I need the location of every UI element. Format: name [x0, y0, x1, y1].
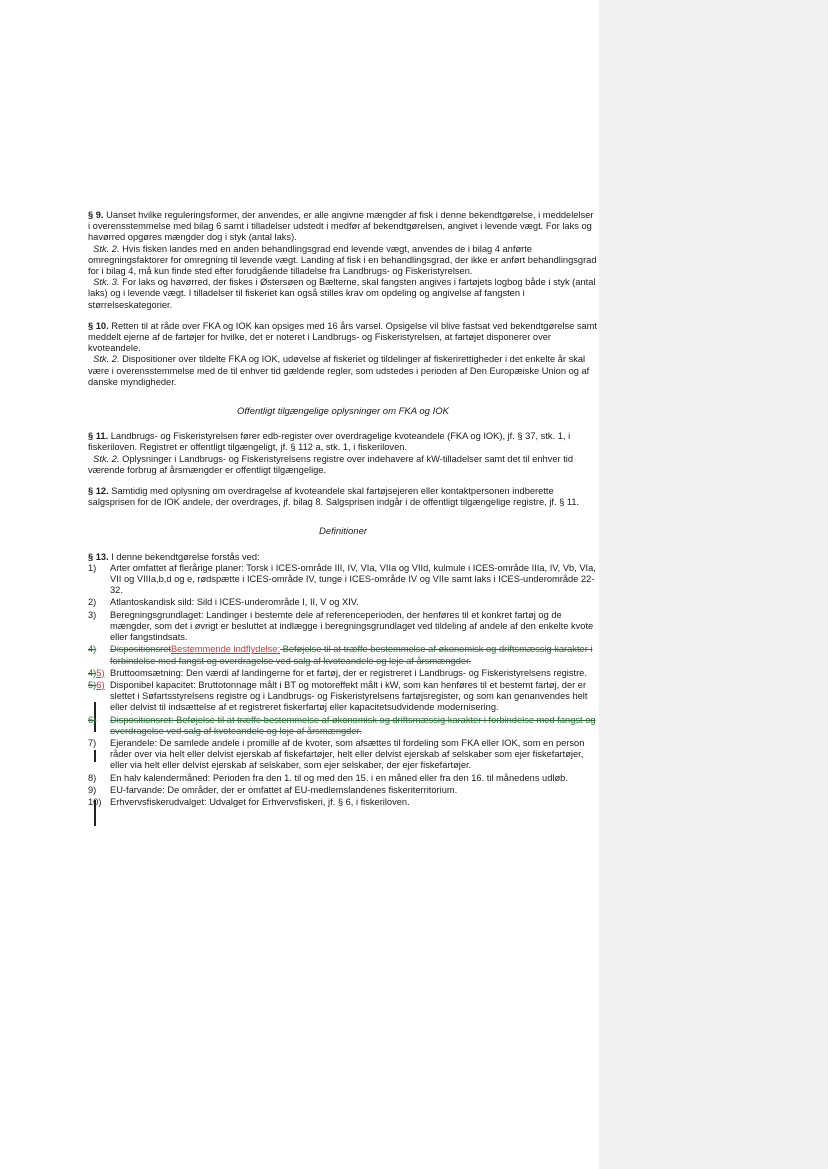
section-13 [88, 552, 598, 808]
section-text: Landbrugs- og Fiskeristyrelsen fører edb-register over overdragelige kvoteandele (FKA og IOK), jf. § 37, stk. 1, i fiskeriloven. Registret er offentligt tilgængeligt, jf. § 112 a, stk. 1, i fiskeriloven. [88, 431, 571, 453]
section-heading: Offentligt tilgængelige oplysninger om FKA og IOK [237, 406, 449, 418]
section-number: § 9. [88, 210, 104, 220]
stk-text: For laks og havørred, der fiskes i Østersøen og Bælterne, skal fangsten angives i fartøjets logbog både i styk (antal laks) og i levende vægt. I tilladelser til fiskeriet kan også stilles krav om opdeling og angivelse af fangsten i størrelseskategorier. [88, 277, 596, 310]
section-10 [88, 321, 598, 388]
list-item [88, 715, 598, 737]
section-heading: Definitioner [318, 526, 368, 538]
stk-label: Stk. 2. [93, 243, 120, 254]
list-item [88, 644, 598, 666]
item-number: 8) [88, 772, 97, 783]
section-12 [88, 486, 598, 508]
page-side-margin [599, 0, 828, 1169]
list-item [88, 563, 598, 597]
item-text: En halv kalendermåned: Perioden fra den 1. til og med den 15. i en måned eller fra den 16. til månedens udløb. [110, 772, 568, 783]
deleted-text: Dispositionsret: Beføjelse til at træffe bestemmelse af økonomisk og driftsmæssig karakter i forbindelse med fangst og overdragelse ved salg af kvoteandele og leje af årsmængder. [110, 714, 596, 736]
item-text: Beregningsgrundlaget: Landinger i bestemte dele af referenceperioden, der henføres til et konkret fartøj og de mængder, som det i øvrigt er besluttet at indlægge i beregningsgrundlaget ved tildeling af andele af den enkelte kvote eller fangstindsats. [110, 609, 594, 643]
inserted-number: 6) [96, 679, 105, 690]
item-text: EU-farvande: De områder, der er omfattet af EU-medlemslandenes fiskeriterritorium. [110, 784, 458, 795]
stk-label: Stk. 3. [93, 277, 120, 288]
list-item [88, 773, 598, 784]
list-item [88, 668, 598, 679]
list-item [88, 797, 598, 808]
definition-list [88, 563, 598, 808]
stk-text: Oplysninger i Landbrugs- og Fiskeristyrelsens registre over indehavere af kW-tilladelser samt det til enhver tid værende forbrug af årsmængder er offentligt tilgængelige. [88, 453, 574, 475]
section-text: Samtidig med oplysning om overdragelse af kvoteandele skal fartøjsejeren eller kontaktpersonen indberette salgsprisen for de IOK andele, der overdrages, jf. bilag 8. Salgsprisen indgår i de offentligt tilgængelige registre, jf. § 11. [88, 486, 580, 508]
deleted-text: Beføjelse til at træffe bestemmelse af økonomisk og driftsmæssig karakter i forbindelse med fangst og overdragelse ved salg af kvoteandele og leje af årsmængder. [110, 644, 593, 666]
item-number: 10) [88, 796, 102, 807]
list-item [88, 738, 598, 772]
item-number: 3) [88, 609, 97, 620]
item-text: Arter omfattet af flerårige planer: Torsk i ICES-område III, IV, VIa, VIIa og VIId, kulmule i ICES-område IIIa, IV, Vb, VIa, VII og VIIIa,b,d og e, rødspætte i ICES-område IV, tunge i ICES-område IV og VIIe samt laks i ICES-underområde 22-32. [110, 562, 596, 596]
section-text: Retten til at råde over FKA og IOK kan opsiges med 16 års varsel. Opsigelse vil blive fastsat ved bekendtgørelse samt meddelt ejerne af de fartøjer for hvilke, det er noteret i Landbrugs- og Fiskeristyrelsen, at fartøjet disponerer over kvoteandele. [88, 320, 598, 354]
item-number: 2) [88, 597, 97, 608]
inserted-text: Bestemmende indflydelse: [170, 644, 281, 655]
item-text: Ejerandele: De samlede andele i promille af de kvoter, som afsættes til fordeling som FKA eller IOK, som en person råder over via helt eller delvist ejerskab af fiskefartøjer, helt eller delvist ejerskab af selskaber som ejer fiskefartøjer, eller via helt eller delvist ejerskab af selskaber, som ejer selskaber, der ejer fiskefartøjer. [110, 737, 585, 771]
deleted-text: Dispositionsret [110, 644, 171, 655]
stk-label: Stk. 2. [93, 453, 120, 464]
item-text: Atlantoskandisk sild: Sild i ICES-underområde I, II, V og XIV. [110, 597, 359, 608]
item-number: 7) [88, 737, 97, 748]
list-item [88, 597, 598, 608]
item-number: 4) [88, 644, 97, 655]
section-number: § 10. [88, 320, 109, 331]
deleted-number: 4) [88, 667, 97, 678]
stk-text: Dispositioner over tildelte FKA og IOK, udøvelse af fiskeriet og tildelinger af fiskerirettigheder i det enkelte år skal være i overensstemmelse med de til enhver tid gældende regler, som udstedes i perioden af Den Europæiske Union og af danske myndigheder. [88, 354, 590, 387]
deleted-number: 5) [88, 679, 97, 690]
item-number: 9) [88, 784, 97, 795]
section-number: § 11. [88, 431, 109, 442]
stk-text: Hvis fisken landes med en anden behandlingsgrad end levende vægt, anvendes de i bilag 4 anførte omregningsfaktorer for omregning til levende vægt. Landing af fisk i en behandlingsgrad, der ikke er anført behandlingsgrad for i bilag 4, må kun finde sted efter forudgående tilladelse fra Landbrugs- og Fiskeristyrelsen. [88, 243, 597, 277]
inserted-number: 5) [96, 667, 105, 678]
section-number: § 12. [88, 486, 109, 497]
item-number: 1) [88, 562, 97, 573]
section-text: Uanset hvilke reguleringsformer, der anvendes, er alle angivne mængder af fisk i denne bekendtgørelse, i meddelelser i overensstemmelse med bilag 6 samt i tilladelser udstedt i medfør af bekendtgørelsen, angivet i levende vægt. For laks og havørred opgøres mængder dog i styk (antal laks). [88, 210, 594, 243]
stk-label: Stk. 2. [93, 354, 120, 365]
item-text: Disponibel kapacitet: Bruttotonnage målt i BT og motoreffekt målt i kW, som kan henføres til et bestemt fartøj, der er slettet i Søfartsstyrelsens registre og i Landbrugs- og Fiskeristyrelsens fartøjsregister, og som kan genanvendes helt eller delvist til indsættelse af et registreret fiskerfartøj eller kapacitetsudvidende modernisering. [110, 679, 588, 713]
item-text: Erhvervsfiskerudvalget: Udvalget for Erhvervsfiskeri, jf. § 6, i fiskeriloven. [110, 796, 410, 807]
list-item [88, 785, 598, 796]
list-item [88, 610, 598, 644]
section-11 [88, 431, 598, 476]
list-item [88, 680, 598, 714]
document-body [88, 210, 598, 818]
section-number: § 13. [88, 551, 109, 562]
deleted-number: 6) [88, 714, 97, 725]
section-9 [88, 210, 598, 311]
item-text: Bruttoomsætning: Den værdi af landingerne for et fartøj, der er registreret i Landbrugs- og Fiskeristyrelsens registre. [110, 667, 587, 678]
section-text: I denne bekendtgørelse forstås ved: [108, 551, 260, 562]
